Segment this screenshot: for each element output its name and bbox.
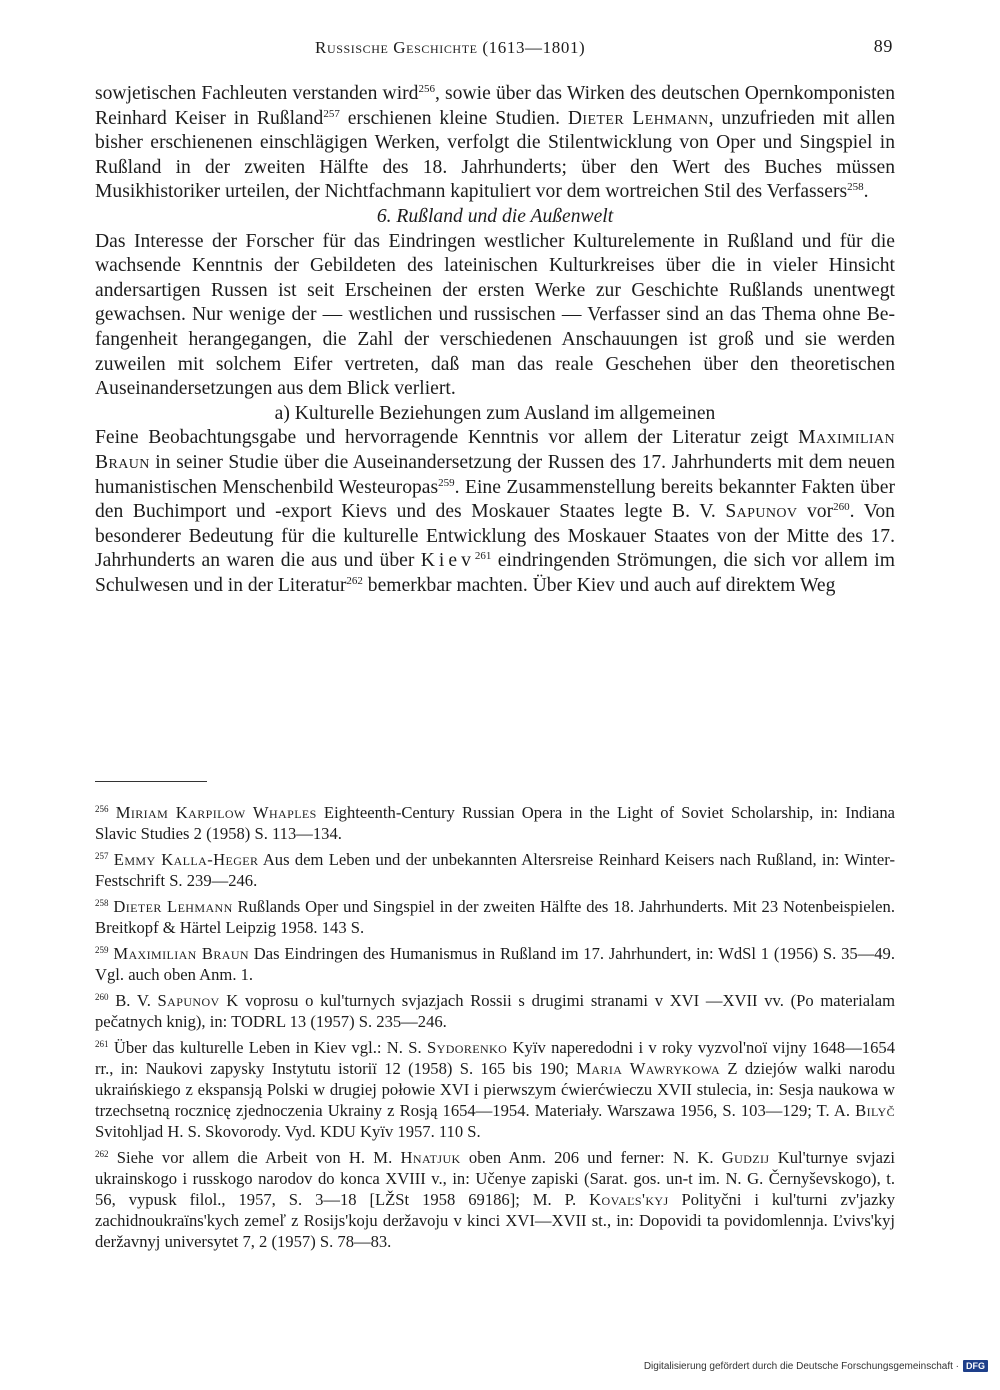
text-run: in seiner Studie über die Auseinandersetzung der Russen des 17. Jahrhunderts mit dem neuen humanistischen Menschenbild Westeuropas <box>95 451 895 498</box>
page-number: 89 <box>873 36 893 56</box>
footnote-261 <box>95 1034 895 1142</box>
dfg-logo: DFG <box>963 1360 988 1372</box>
paragraph-3 <box>95 426 895 598</box>
footnote-ref-256[interactable]: 256 <box>418 83 435 95</box>
footnote-text: Eighteenth-Century Russian Opera in the Light of Soviet Scholarship, in: Indiana Slavic Studies 2 (1958) S. 113—134. <box>95 803 895 843</box>
text-run: erschienen kleine Studien. <box>339 107 568 129</box>
footnotes <box>95 799 895 1254</box>
text-run: . Eine Zusammenstellung bereits bekannter Fakten über den Buchimport und -export Kievs und des Moskauer Staates legte B. V. <box>95 476 895 523</box>
author-name: Dieter Lehmann <box>567 107 709 129</box>
paragraph-2: Das Interesse der Forscher für das Eindringen westlicher Kulturelemente in Rußland und für die wachsende Kenntnis der Gebildeten des lateinischen Kulturkreises über die in vieler Hinsicht andersartigen Russen ist seit Erscheinen der ersten Werke zur Geschichte Rußlands unentwegt gewachsen. Nur wenige der — westlichen und russischen — Verfasser sind an das Thema ohne Befangenheit herangegangen, die Zahl der verschiedenen Anschauungen ist groß und sie werden zuweilen mit solchem Eifer vertreten, daß man das reale Geschehen über den theoretischen Auseinandersetzungen aus dem Blick verliert. <box>95 230 895 400</box>
footnote-text: Z dziejów walki narodu ukraińskiego z ekspansją Polski w drugiej połowie XVI i pierwszym ćwierćwieczu XVII stulecia, in: Sesja naukowa w trzechsetną rocznicę zjednoczenia Ukrainy z Rosją 1654—1954. Materiały. Warszawa 1956, S. 103—129; T. A. <box>95 1059 896 1120</box>
footnote-text: K voprosu o kul'turnych svjazjach Rossii s drugimi stranami v XVI —XVII vv. (Po materialam pečatnych knig), in: TODRL 13 (1957) S. 235—246. <box>95 991 895 1031</box>
digitization-credit <box>644 1360 988 1372</box>
author-name: Miriam Karpilow Whaples <box>115 803 317 822</box>
text-run: . Von besonderer Bedeutung für die kulturelle Entwicklung des Moskauer Staates von der Mitte des 17. Jahrhunderts an waren die aus und über <box>95 501 895 572</box>
footnote-ref-262[interactable]: 262 <box>346 574 363 587</box>
text-run: eindringenden Strömungen, die sich vor allem im Schulwesen und in der Literatur <box>95 550 895 596</box>
footnote-text: Aus dem Leben und der unbekannten Altersreise Reinhard Keisers nach Rußland, in: Winter-Festschrift S. 239—246. <box>95 850 895 890</box>
author-name: Sydorenko <box>427 1038 508 1057</box>
author-name: Dieter Lehmann <box>113 897 233 916</box>
footnote-number: 261 <box>95 1039 109 1049</box>
running-title: Russische Geschichte (1613—1801) <box>315 38 586 57</box>
author-name: Sapunov <box>157 991 220 1010</box>
footnote-text: Das Eindringen des Humanismus in Rußland im 17. Jahrhundert, in: WdSl 1 (1956) S. 35—49. Vgl. auch oben Anm. 1. <box>95 944 896 984</box>
footnote-number: 258 <box>95 898 109 908</box>
footnote-text: Rußlands Oper und Singspiel in der zweiten Hälfte des 18. Jahrhunderts. Mit 23 Notenbeispielen. Breitkopf & Härtel Leipzig 1958. 143 S. <box>95 897 895 937</box>
footnote-divider <box>95 781 207 782</box>
text-run: sowjetischen Fachleuten verstanden wird <box>95 83 419 104</box>
section-heading: 6. Rußland und die Außenwelt <box>376 205 614 227</box>
author-name: Emmy Kalla-Heger <box>113 850 259 869</box>
author-name: Maximilian Braun <box>95 427 895 473</box>
footnote-262 <box>95 1144 895 1252</box>
footnote-text: Siehe vor allem die Arbeit von H. M. <box>116 1148 401 1167</box>
footnote-text: Kyïv naperedodni i v roky vyzvol'noï vijny 1648—1654 rr., in: Naukovi zapysky Instytutu istoriï 12 (1958) S. 165 bis 190; <box>95 1038 895 1078</box>
footnote-ref-257[interactable]: 257 <box>323 107 340 120</box>
footnote-text: oben Anm. 206 und ferner: N. K. <box>460 1148 722 1167</box>
footnote-text: Polityčni i kul'turni zv'jazky zachidnoukraïns'kych zemeľ z Rosijs'koju deržavoju v kinci XVI—XVII st., in: Dopovidi ta povidomlennja. Ľvivs'kyj deržavnyj universytet 7, 2 (1957) S. 78—83. <box>95 1190 895 1251</box>
footnote-ref-260[interactable]: 260 <box>833 501 850 514</box>
spaced-word: Kiev <box>420 550 475 572</box>
footnote-257 <box>95 846 895 891</box>
text-run: vor <box>797 501 834 523</box>
footnote-ref-258[interactable]: 258 <box>847 181 864 194</box>
footnote-number: 260 <box>95 992 109 1002</box>
subsection-heading: a) Kulturelle Beziehungen zum Ausland im allgemeinen <box>274 402 716 424</box>
text-run: . <box>863 181 869 203</box>
author-name: Maximilian Braun <box>113 944 249 963</box>
footnote-ref-261[interactable]: 261 <box>474 550 492 563</box>
author-name: Hnatjuk <box>400 1148 461 1167</box>
author-name: Kovaľs'kyj <box>589 1190 669 1209</box>
footnote-260 <box>95 987 895 1032</box>
text-run: , sowie über das Wirken des deutschen Opernkomponisten Reinhard Keiser in Rußland <box>95 83 896 129</box>
footnote-ref-259[interactable]: 259 <box>438 476 455 489</box>
footnote-258 <box>95 893 895 938</box>
author-name: Bilyč <box>855 1101 895 1120</box>
footnote-number: 257 <box>95 851 109 861</box>
footnote-number: 259 <box>95 945 109 955</box>
footnote-259 <box>95 940 895 985</box>
footnote-text: Kul'turnye svjazi ukrainskogo i russkogo narodov do konca XVIII v., in: Učenye zapiski (Sarat. gos. un-t im. N. G. Černyševskogo), t. 56, vypusk filol., 1957, S. 3—18 [LŽSt 1958 69186]; M. P. <box>95 1148 895 1209</box>
credit-text: Digitalisierung gefördert durch die Deutsche Forschungsgemeinschaft · <box>643 1360 959 1372</box>
text-run: , unzufrieden mit allen bisher erschienenen einschlägigen Werken, verfolgt die Stilentwicklung von Oper und Singspiel in Rußland in der zweiten Hälfte des 18. Jahrhunderts; über den Wert des Buches müssen Musikhistoriker urteilen, der Nichtfachmann kapituliert vor dem wortreichen Stil des Verfassers <box>95 107 896 203</box>
main-text <box>95 82 895 598</box>
paragraph-1 <box>95 82 895 205</box>
author-name: Maria Wawrykowa <box>576 1059 721 1078</box>
footnote-number: 256 <box>95 804 109 814</box>
footnote-number: 262 <box>95 1149 109 1159</box>
running-header <box>95 32 895 58</box>
footnote-text: Über das kulturelle Leben in Kiev vgl.: N. S. <box>113 1038 428 1057</box>
footnote-text: Svitohljad H. S. Skovorody. Vyd. KDU Kyïv 1957. 110 S. <box>95 1122 481 1141</box>
text-run: Feine Beobachtungsgabe und hervorragende Kenntnis vor allem der Literatur zeigt <box>95 427 799 449</box>
author-name: Gudzij <box>721 1148 770 1167</box>
author-name: Sapunov <box>725 501 798 523</box>
text-run: bemerkbar machten. Über Kiev und auch auf direktem Weg <box>362 574 836 596</box>
footnote-256 <box>95 799 895 844</box>
footnote-text: B. V. <box>115 991 158 1010</box>
